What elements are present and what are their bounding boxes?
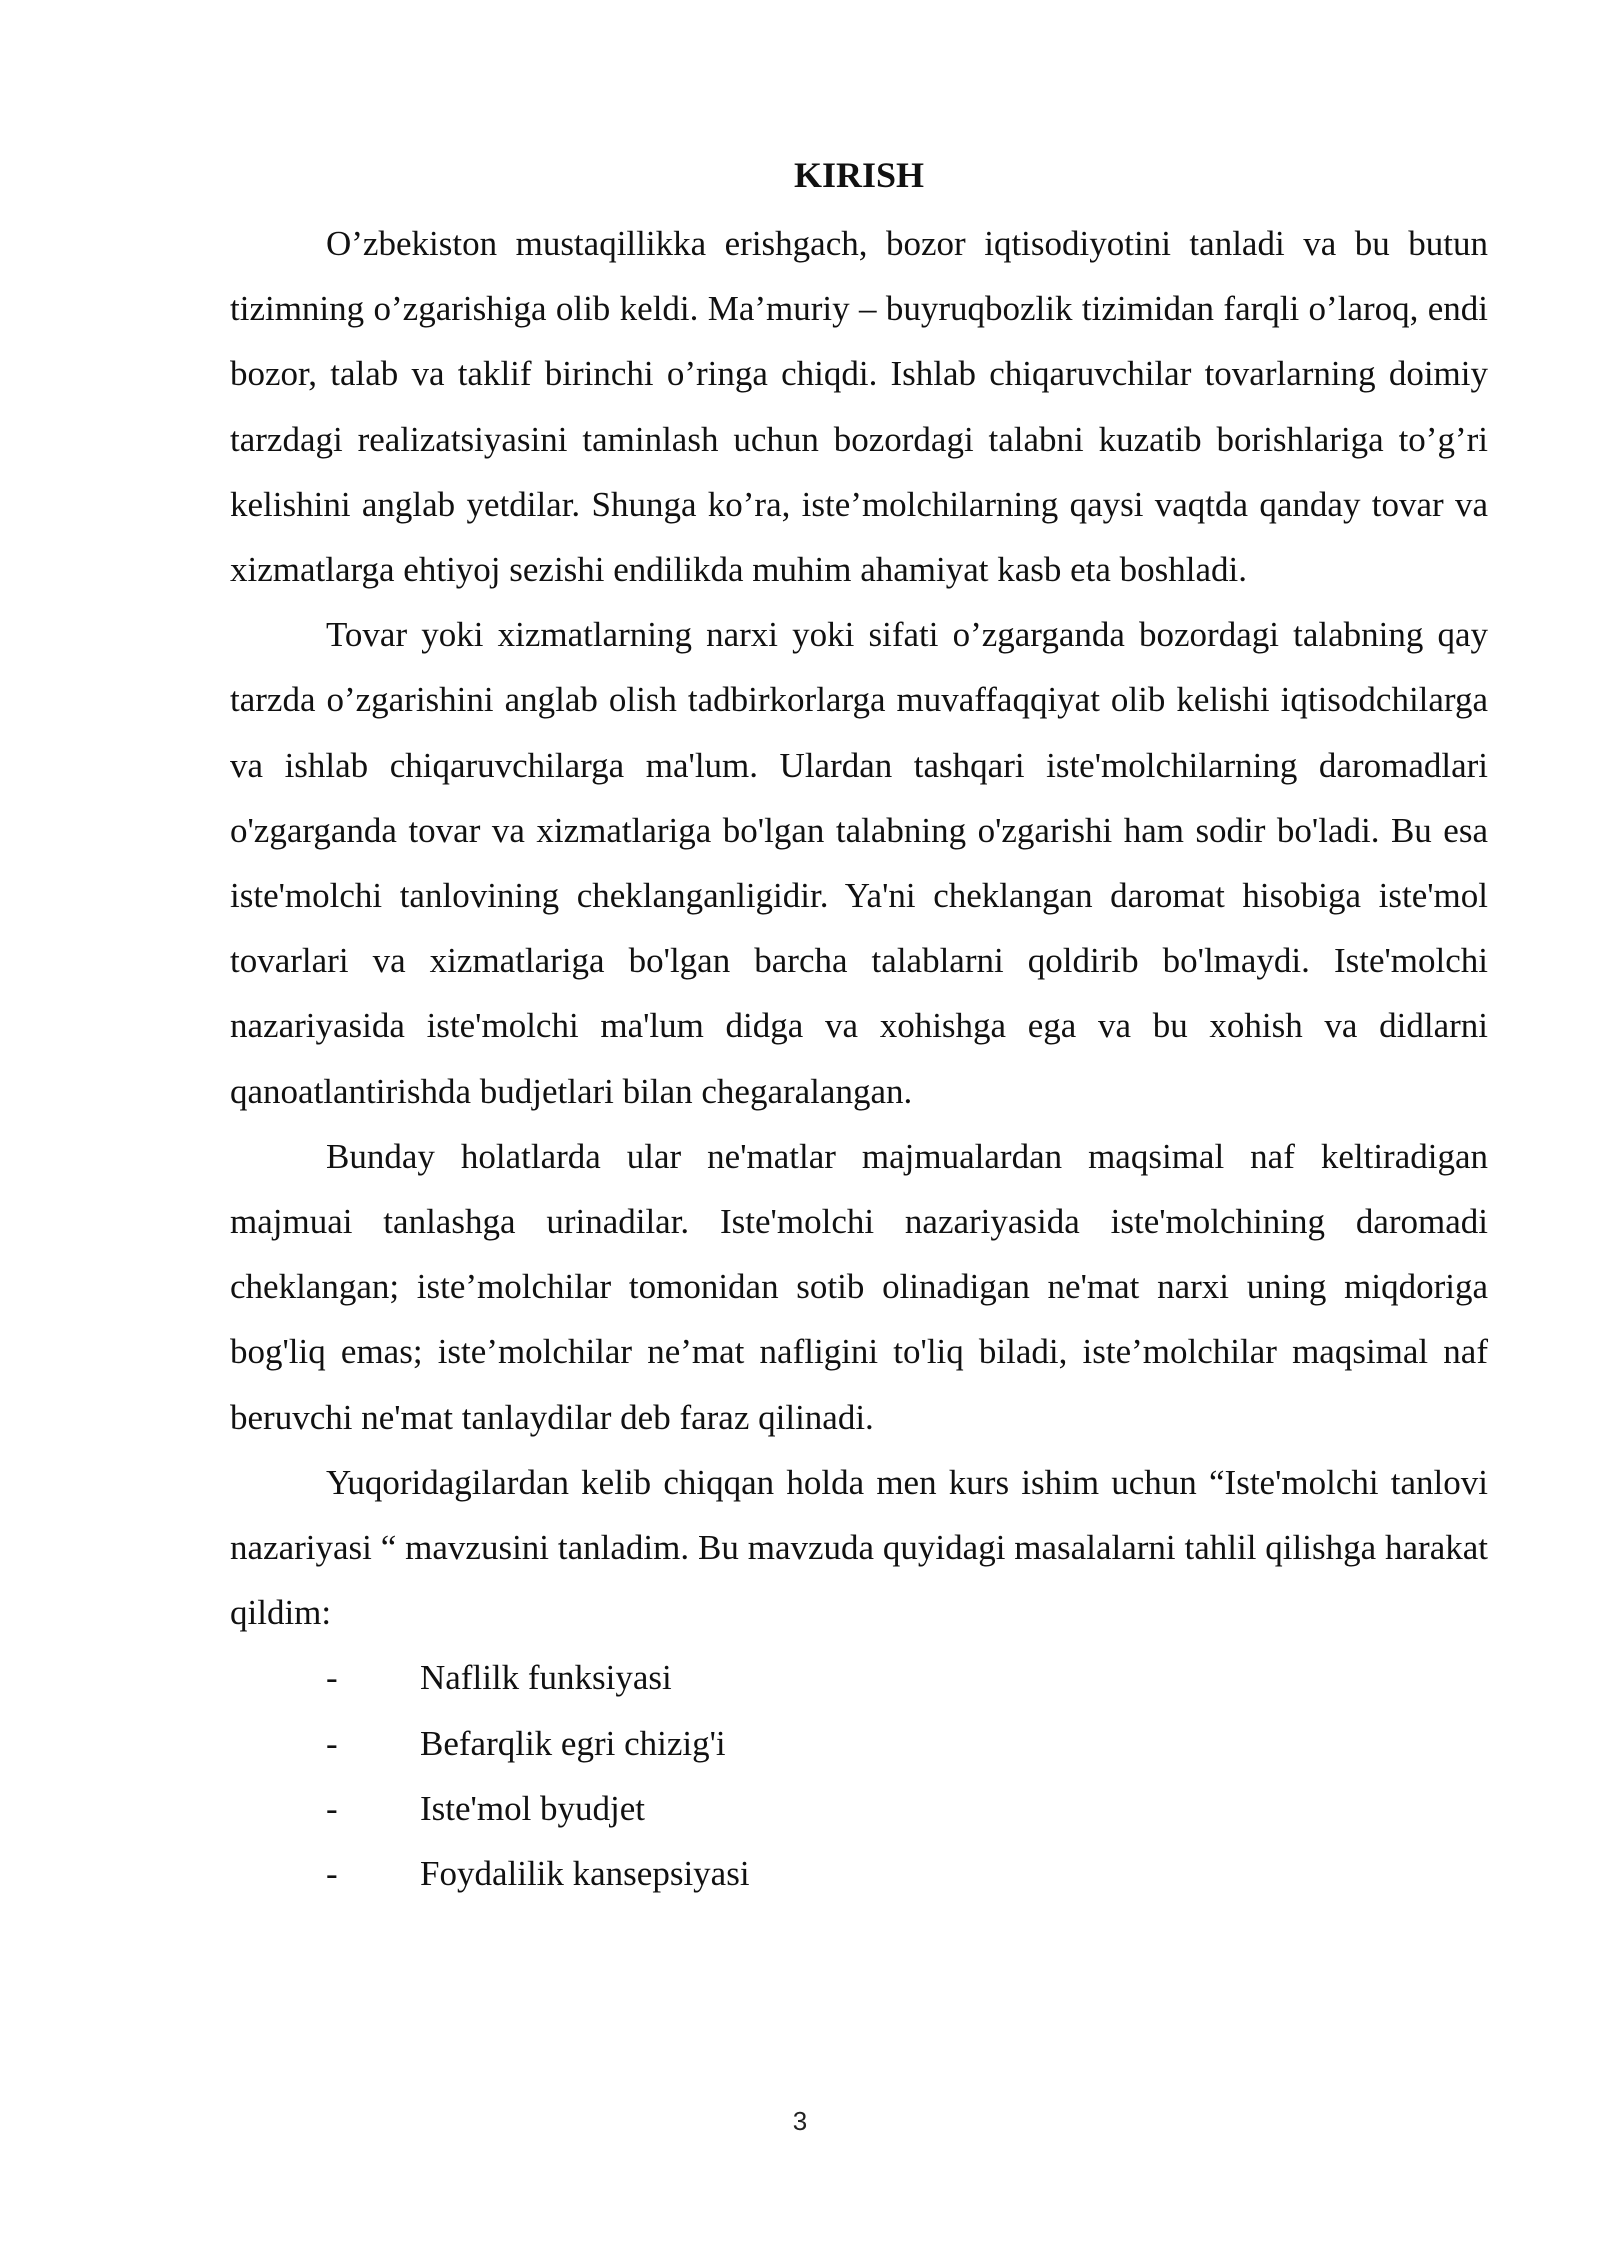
topics-list [230, 1645, 1488, 1906]
page-title: KIRISH [793, 155, 925, 195]
list-marker: - [326, 1658, 338, 1698]
list-item [230, 1645, 1488, 1710]
list-marker: - [326, 1723, 338, 1763]
list-marker: - [326, 1854, 338, 1894]
list-marker: - [326, 1788, 338, 1828]
list-item-text: Naflilk funksiyasi [420, 1658, 672, 1698]
list-item-text: Befarqlik egri chizig'i [420, 1723, 726, 1763]
list-item-text: Foydalilik kansepsiyasi [420, 1854, 750, 1894]
list-item-text: Iste'mol byudjet [420, 1788, 646, 1828]
paragraph-4: Yuqoridagilardan kelib chiqqan holda men kurs ishim uchun “Iste'molchi tanlovi nazariyasi “ mavzusini tanladim. Bu mavzuda quyidagi masalalarni tahlil qilishga harakat qildim: [230, 1462, 1488, 1633]
list-item [230, 1711, 1488, 1776]
paragraph-1: O’zbekiston mustaqillikka erishgach, bozor iqtisodiyotini tanladi va bu butun tizimning o’zgarishiga olib keldi. Ma’muriy – buyruqbozlik tizimidan farqli o’laroq, endi bozor, talab va taklif birinchi o’ringa chiqdi. Ishlab chiqaruvchilar tovarlarning doimiy tarzdagi realizatsiyasini taminlash uchun bozordagi talabni kuzatib borishlariga to’g’ri kelishini anglab yetdilar. Shunga ko’ra, iste’molchilarning qaysi vaqtda qanday tovar va xizmatlarga ehtiyoj sezishi endilikda muhim ahamiyat kasb eta boshladi. [230, 224, 1488, 590]
page-number: 3 [792, 2106, 808, 2136]
list-item [230, 1776, 1488, 1841]
paragraph-2: Tovar yoki xizmatlarning narxi yoki sifati o’zgarganda bozordagi talabning qay tarzda o’zgarishini anglab olish tadbirkorlarga muvaffaqqiyat olib kelishi iqtisodchilarga va ishlab chiqaruvchilarga ma'lum. Ulardan tashqari iste'molchilarning daromadlari o'zgarganda tovar va xizmatlariga bo'lgan talabning o'zgarishi ham sodir bo'ladi. Bu esa iste'molchi tanlovining cheklanganligidir. Ya'ni cheklangan daromat hisobiga iste'mol tovarlari va xizmatlariga bo'lgan barcha talablarni qoldirib bo'lmaydi. Iste'molchi nazariyasida iste'molchi ma'lum didga va xohishga ega va bu xohish va didlarni qanoatlantirishda budjetlari bilan chegaralangan. [230, 615, 1488, 1111]
paragraph-3: Bunday holatlarda ular ne'matlar majmualardan maqsimal naf keltiradigan majmuai tanlashga urinadilar. Iste'molchi nazariyasida iste'molchining daromadi cheklangan; iste’molchilar tomonidan sotib olinadigan ne'mat narxi uning miqdoriga bog'liq emas; iste’molchilar ne’mat nafligini to'liq biladi, iste’molchilar maqsimal naf beruvchi ne'mat tanlaydilar deb faraz qilinadi. [230, 1136, 1488, 1437]
list-item [230, 1841, 1488, 1906]
document-body [230, 211, 1488, 1906]
